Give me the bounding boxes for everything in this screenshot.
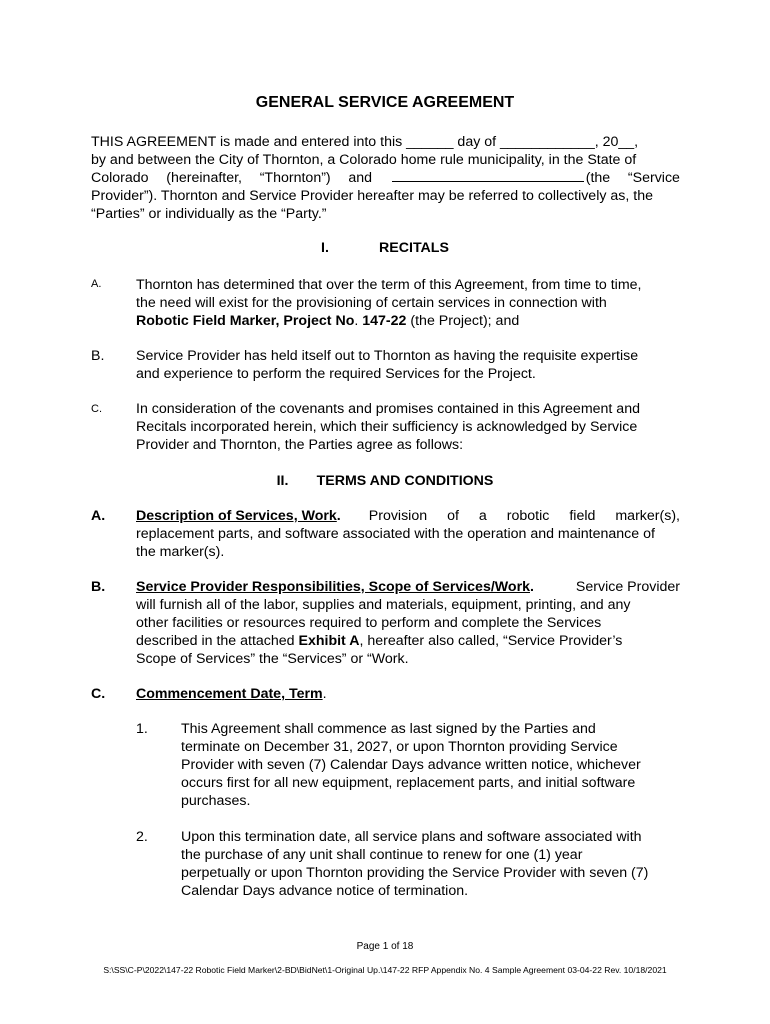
intro-word: Colorado <box>91 170 149 186</box>
subitem-number-2: 2. <box>136 829 148 845</box>
intro-line-5: “Parties” or individually as the “Party.” <box>91 206 327 222</box>
recital-c <box>136 400 680 454</box>
project-number: 147-22 <box>362 313 407 329</box>
recital-b <box>136 347 680 383</box>
recital-line: Recitals incorporated herein, which their sufficiency is acknowledged by Service <box>136 419 638 435</box>
recital-line: Thornton has determined that over the term of this Agreement, from time to time, <box>136 277 642 293</box>
subitem-line: occurs first for all new equipment, replacement parts, and initial software <box>181 775 636 791</box>
term-c: Commencement Date, Term. <box>136 686 327 702</box>
term-text: Provision of a robotic field marker(s), <box>368 508 680 524</box>
intro-text: THIS AGREEMENT is made and entered into this ______ day of ____________, 20__, <box>91 134 639 150</box>
intro-line-2 <box>91 151 680 169</box>
recital-tail: (the Project); and <box>406 313 520 329</box>
recital-line: the need will exist for the provisioning of certain services in connection with <box>136 295 607 311</box>
term-line: the marker(s). <box>136 544 225 560</box>
recital-line: In consideration of the covenants and promises contained in this Agreement and <box>136 401 640 417</box>
term-line: Scope of Services” the “Services” or “Work. <box>136 651 409 667</box>
exhibit-reference: Exhibit A <box>298 633 360 649</box>
subitem-line: terminate on December 31, 2027, or upon Thornton providing Service <box>181 739 618 755</box>
section-number: I. <box>321 240 329 256</box>
intro-line-1 <box>91 133 680 151</box>
recital-letter-a: A. <box>91 278 102 290</box>
term-letter-b: B. <box>91 579 106 595</box>
subitem-1 <box>181 720 680 810</box>
service-provider-name-blank <box>392 169 584 182</box>
term-title: Service Provider Responsibilities, Scope of Services/Work <box>136 579 530 595</box>
term-letter-a: A. <box>91 508 106 524</box>
term-line: Description of Services, Work. Provision of a robotic field marker(s), <box>136 508 680 524</box>
recital-a <box>136 276 680 330</box>
intro-line-3 <box>91 169 680 187</box>
recital-line <box>136 312 680 330</box>
recital-letter-c: C. <box>91 403 102 415</box>
term-title: Description of Services, Work <box>136 508 337 524</box>
subitem-line: perpetually or upon Thornton providing the Service Provider with seven (7) <box>181 865 649 881</box>
intro-word: and <box>348 170 373 186</box>
term-a <box>136 507 680 561</box>
document-title: GENERAL SERVICE AGREEMENT <box>255 94 515 111</box>
intro-line-4 <box>91 187 680 205</box>
section-title: RECITALS <box>379 240 449 256</box>
term-letter-c: C. <box>91 686 106 702</box>
section-heading-terms <box>0 473 770 489</box>
subitem-line: Calendar Days advance notice of termination. <box>181 883 469 899</box>
term-line: other facilities or resources required to perform and complete the Services <box>136 615 602 631</box>
section-title: TERMS AND CONDITIONS <box>316 473 494 489</box>
term-b <box>136 578 680 668</box>
subitem-line: Provider with seven (7) Calendar Days advance written notice, whichever <box>181 757 641 773</box>
term-text: described in the attached <box>136 633 299 649</box>
intro-text: by and between the City of Thornton, a Colorado home rule municipality, in the State of <box>91 152 637 168</box>
intro-word: “Service <box>627 170 680 186</box>
intro-word: (hereinafter, <box>166 170 242 186</box>
subitem-number-1: 1. <box>136 721 148 737</box>
term-line <box>136 632 680 650</box>
page-number: Page 1 of 18 <box>356 941 414 952</box>
recital-line: and experience to perform the required Services for the Project. <box>136 366 536 382</box>
term-text: , hereafter also called, “Service Provider’s <box>359 633 623 649</box>
intro-word: (the <box>585 170 611 186</box>
intro-text: Provider”). Thornton and Service Provider hereafter may be referred to collectively as, the <box>91 188 653 204</box>
file-path-footer: S:\SS\C-P\2022\147-22 Robotic Field Marker\2-BD\BidNet\1-Original Up.\147-22 RFP Appendix No. 4 Sample Agreement 03-04-22 Rev. 10/18/2021 <box>103 965 667 975</box>
term-text: Service Provider <box>575 579 680 595</box>
recital-line: Service Provider has held itself out to Thornton as having the requisite expertise <box>136 348 639 364</box>
subitem-line: the purchase of any unit shall continue to renew for one (1) year <box>181 847 583 863</box>
recital-line: Provider and Thornton, the Parties agree as follows: <box>136 437 464 453</box>
subitem-line: purchases. <box>181 793 251 809</box>
subitem-2 <box>181 828 680 900</box>
subitem-line: This Agreement shall commence as last signed by the Parties and <box>181 721 596 737</box>
section-number: II. <box>276 473 289 489</box>
intro-paragraph <box>91 133 680 223</box>
subitem-line: Upon this termination date, all service plans and software associated with <box>181 829 642 845</box>
section-heading-recitals <box>0 240 770 256</box>
intro-word: “Thornton”) <box>259 170 331 186</box>
term-line: replacement parts, and software associated with the operation and maintenance of <box>136 526 655 542</box>
term-title: Commencement Date, Term <box>136 686 323 702</box>
project-name: Robotic Field Marker, Project No <box>136 313 355 329</box>
recital-letter-b: B. <box>91 348 105 364</box>
term-line: Service Provider Responsibilities, Scope of Services/Work. Service Provider <box>136 579 680 595</box>
punctuation: . <box>354 313 363 329</box>
term-line: will furnish all of the labor, supplies and materials, equipment, printing, and any <box>136 597 631 613</box>
